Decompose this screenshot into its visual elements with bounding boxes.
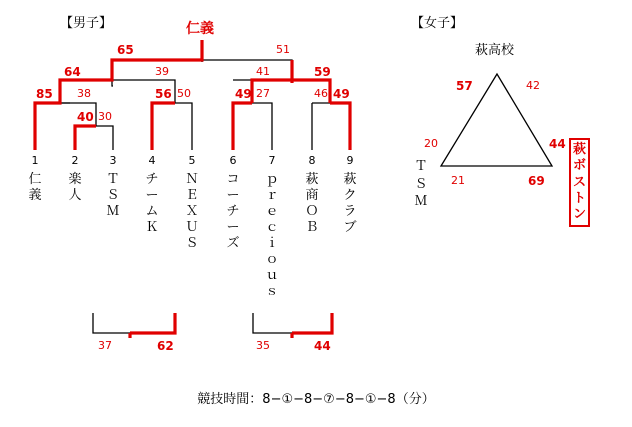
score-m-2: 40 [77,110,94,124]
score-sf-left-right: 39 [155,65,169,78]
score-q-1: 85 [36,87,53,101]
slot-number: 2 [71,154,79,167]
extra-1-winner-score: 62 [157,339,174,353]
line-m-3 [96,126,113,150]
women-right-team: 萩 ボ ス ト ン [569,138,590,227]
women-top-team: 萩高校 [475,43,515,58]
line-m-6-win [233,103,252,150]
women-score-top-left: 57 [456,79,473,93]
score-m-7: 27 [256,87,270,100]
score-sf-left-left: 64 [64,65,81,79]
footer-game-time: 競技時間：8−①−8−⑦−8−①−8（分） [197,392,435,407]
score-m-9: 49 [333,87,350,101]
team-name: 仁 義 [28,172,42,203]
score-m-6: 49 [235,87,252,101]
women-score-top-right: 42 [526,79,540,92]
team-name: チ ー ム Ｋ [145,172,159,235]
team-name: 萩 商 Ｏ Ｂ [305,172,319,235]
score-m-8: 46 [314,87,328,100]
slot-number: 5 [188,154,196,167]
line-extra-2-win [292,313,332,338]
extra-2-winner-score: 44 [314,339,331,353]
slot-number: 9 [346,154,354,167]
team-name: 楽 人 [68,172,82,203]
line-m-2-win [75,126,96,150]
team-name: Ｎ Ｅ Ｘ Ｕ Ｓ [185,172,199,251]
men-champion: 仁義 [186,21,214,37]
extra-2-loser-score: 35 [256,339,270,352]
line-m-5 [175,103,192,150]
slot-number: 3 [109,154,117,167]
line-extra-1-loser [93,313,130,333]
line-m-9-win [330,103,350,150]
women-left-team: Ｔ Ｓ Ｍ [414,159,428,210]
team-name: 萩 ク ラ ブ [343,172,357,235]
score-sf-right-right: 59 [314,65,331,79]
women-score-right-vs-left: 69 [528,174,545,188]
slot-number: 1 [31,154,39,167]
slot-number: 8 [308,154,316,167]
women-score-left-vs-right: 21 [451,174,465,187]
line-m-4-win [152,103,175,150]
score-final-right: 51 [276,43,290,56]
line-extra-1-win [130,313,175,338]
women-score-left-vs-top: 20 [424,137,438,150]
score-m-3: 30 [98,110,112,123]
score-final-left: 65 [117,43,134,57]
men-heading: 【男子】 [60,16,113,31]
score-q-23: 38 [77,87,91,100]
team-name: Ｔ Ｓ Ｍ [106,172,120,219]
slot-number: 4 [148,154,156,167]
score-sf-right-left: 41 [256,65,270,78]
score-m-4: 56 [155,87,172,101]
line-m-8 [312,103,330,150]
line-extra-2-loser [253,313,292,333]
team-name: コ ー チ ー ズ [226,172,240,251]
extra-1-loser-score: 37 [98,339,112,352]
team-name: ｐ ｒ ｅ ｃ ｉ ｏ ｕ ｓ [265,172,279,299]
women-heading: 【女子】 [411,16,464,31]
line-m-7 [252,103,272,150]
women-score-right-vs-top: 44 [549,137,566,151]
slot-number: 7 [268,154,276,167]
slot-number: 6 [229,154,237,167]
score-m-5: 50 [177,87,191,100]
line-final-right [202,60,292,80]
